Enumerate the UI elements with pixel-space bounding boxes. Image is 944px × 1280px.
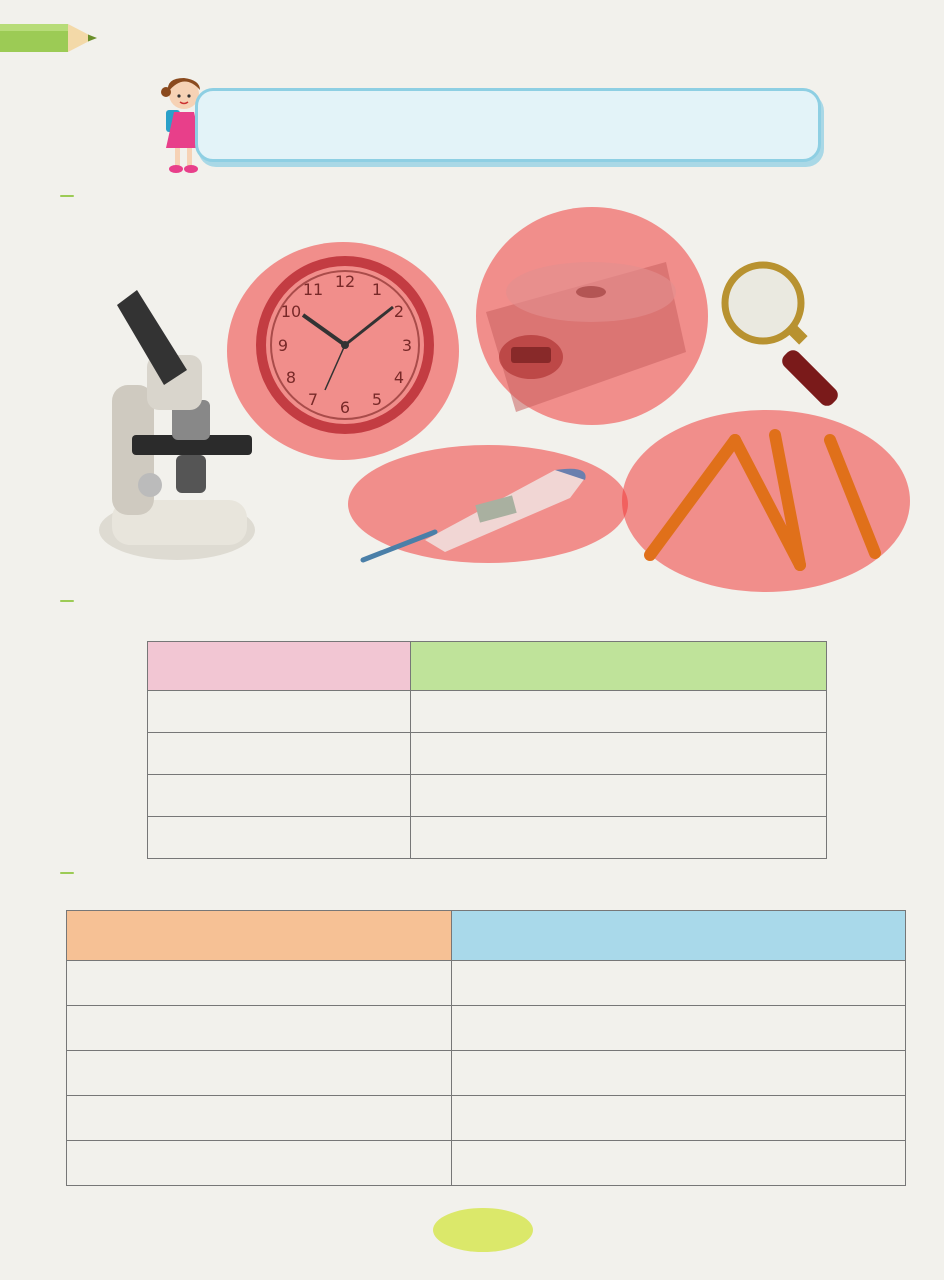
table-row	[148, 775, 827, 817]
table-row	[148, 817, 827, 859]
svg-text:1: 1	[371, 280, 383, 299]
table-cell	[148, 775, 411, 817]
instruments-table	[66, 910, 906, 1186]
table-header	[148, 642, 411, 691]
answer-cell[interactable]	[411, 817, 827, 859]
svg-text:4: 4	[393, 368, 405, 387]
answer-cell[interactable]	[411, 691, 827, 733]
table-cell	[67, 1096, 452, 1141]
table-row	[67, 1141, 906, 1186]
units-table	[147, 641, 827, 859]
svg-text:2: 2	[393, 302, 405, 321]
table-cell	[67, 961, 452, 1006]
table-row	[67, 1096, 906, 1141]
page-number	[433, 1208, 533, 1252]
magnifier-picture	[718, 258, 878, 418]
scales-picture	[476, 232, 696, 422]
task-3-heading	[60, 872, 82, 874]
answer-cell[interactable]	[452, 1141, 906, 1186]
answer-cell[interactable]	[411, 775, 827, 817]
table-cell	[67, 1051, 452, 1096]
svg-text:3: 3	[401, 336, 413, 355]
answer-cell[interactable]	[452, 1051, 906, 1096]
task-number	[60, 195, 74, 197]
svg-text:11: 11	[302, 280, 324, 299]
svg-text:8: 8	[285, 368, 297, 387]
task-2-heading	[60, 600, 82, 602]
answer-cell[interactable]	[452, 1096, 906, 1141]
table-header	[452, 911, 906, 961]
table-cell	[148, 691, 411, 733]
decorative-dots	[120, 34, 920, 44]
table-row	[67, 1006, 906, 1051]
svg-text:10: 10	[280, 302, 302, 321]
table-row	[67, 961, 906, 1006]
pencil-icon	[0, 18, 105, 58]
svg-text:6: 6	[339, 398, 351, 417]
table-row	[67, 1051, 906, 1096]
table-row	[148, 733, 827, 775]
title-banner	[195, 88, 821, 162]
answer-cell[interactable]	[452, 1006, 906, 1051]
svg-text:7: 7	[307, 390, 319, 409]
table-cell	[148, 817, 411, 859]
table-header	[411, 642, 827, 691]
task-1-heading	[60, 195, 82, 197]
task-number	[60, 600, 74, 602]
clock-picture	[255, 255, 435, 435]
folding-ruler-picture	[640, 425, 890, 580]
answer-cell[interactable]	[411, 733, 827, 775]
svg-text:12: 12	[334, 272, 356, 291]
task-number	[60, 872, 74, 874]
table-cell	[67, 1006, 452, 1051]
table-header	[67, 911, 452, 961]
svg-text:5: 5	[371, 390, 383, 409]
table-row	[148, 691, 827, 733]
thermometer-picture	[355, 460, 595, 570]
table-cell	[148, 733, 411, 775]
table-cell	[67, 1141, 452, 1186]
svg-text:9: 9	[277, 336, 289, 355]
answer-cell[interactable]	[452, 961, 906, 1006]
